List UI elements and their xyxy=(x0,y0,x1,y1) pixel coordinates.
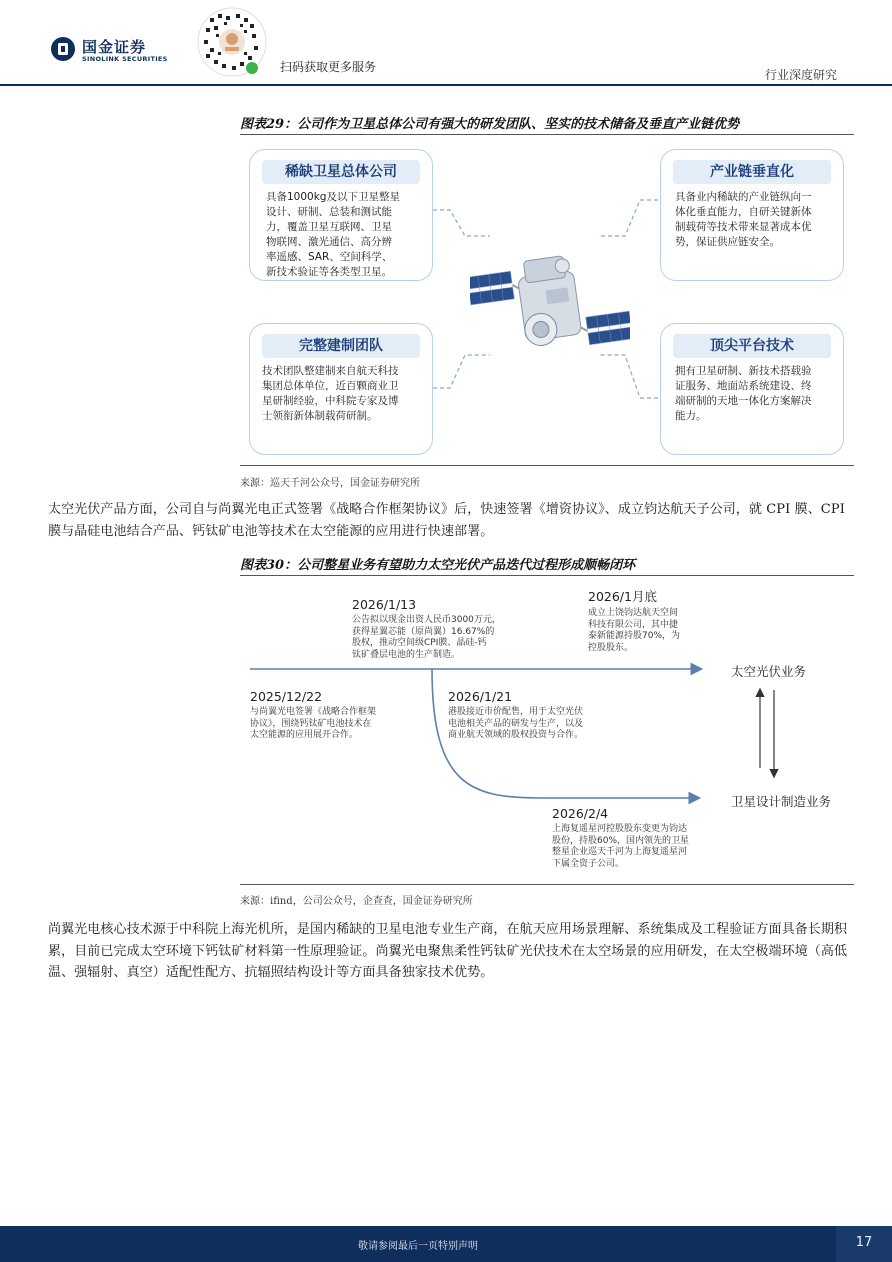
event-line: 与尚翼光电签署《战略合作框架 xyxy=(250,707,377,717)
figure-29-source: 来源：巡天千河公众号，国金证券研究所 xyxy=(240,478,420,489)
card-line: 物联网、激光通信、高分辨 xyxy=(266,236,392,248)
timeline-event xyxy=(448,689,638,742)
event-line: 泰新能源持股70%，为 xyxy=(588,631,681,641)
event-line: 整星企业巡天千河为上海复遥星河 xyxy=(552,847,688,857)
logo-text-en: SINOLINK SECURITIES xyxy=(82,55,168,63)
card-top-platform-tech xyxy=(660,323,844,455)
event-text xyxy=(552,824,722,870)
satellite-illustration xyxy=(470,238,630,378)
event-line: 获得星翼芯能（原尚翼）16.67%的 xyxy=(352,626,495,637)
event-line: 上海复遥星河控股股东变更为钧达 xyxy=(552,824,688,834)
figure-30-title: 图表30：公司整星业务有望助力太空光伏产品迭代过程形成顺畅闭环 xyxy=(240,558,636,573)
card-line: 能力。 xyxy=(675,410,707,422)
figure-29-top-rule xyxy=(240,134,854,135)
card-line: 设计、研制、总装和测试能 xyxy=(266,206,392,218)
report-type-label: 行业深度研究 xyxy=(765,68,838,82)
figure-30-bottom-rule xyxy=(240,884,854,885)
event-text xyxy=(352,615,542,661)
event-line: 商业航天领域的股权投资与合作。 xyxy=(448,730,584,740)
card-line: 力，覆盖卫星互联网、卫星 xyxy=(266,221,392,233)
event-date: 2026/1月底 xyxy=(588,589,657,604)
event-line: 股份，持股60%，国内领先的卫星 xyxy=(552,835,690,846)
event-date: 2025/12/22 xyxy=(250,689,323,704)
card-line: 技术团队整建制来自航天科技 xyxy=(262,365,399,377)
card-complete-team xyxy=(249,323,433,455)
card-line: 势，保证供应链安全。 xyxy=(675,236,780,248)
card-line: 体化垂直能力，自研关键新体 xyxy=(675,206,812,218)
event-line: 科技有限公司，其中捷 xyxy=(588,619,679,630)
card-line: 士领衔新体制载荷研制。 xyxy=(262,410,378,422)
event-line: 钛矿叠层电池的生产制造。 xyxy=(352,649,461,660)
event-line: 公告拟以现金出资人民币3000万元， xyxy=(352,615,501,625)
header-divider xyxy=(0,84,892,86)
figure-30-top-rule xyxy=(240,575,854,576)
figure-29-bottom-rule xyxy=(240,465,854,466)
card-body xyxy=(675,364,841,424)
timeline-event xyxy=(552,806,722,870)
card-line: 证服务、地面站系统建设、终 xyxy=(675,380,812,392)
event-line: 下属全资子公司。 xyxy=(552,858,625,869)
card-line: 具备1000kg及以下卫星整星 xyxy=(266,191,400,203)
card-line: 新技术验证等各类型卫星。 xyxy=(266,266,392,278)
qr-code-icon[interactable] xyxy=(196,6,268,78)
company-logo-icon xyxy=(50,36,76,62)
body-paragraph-2: 尚翼光电核心技术源于中科院上海光机所，是国内稀缺的卫星电池专业生产商，在航天应用场景理解、系统集成及工程验证方面具备长期积累，目前已完成太空环境下钙钛矿材料第一性原理验证。尚翼光电聚焦柔性钙钛矿光伏技术在太空场景的应用研发，在太空极端环境（高低温、强辐射、真空）适配性配方、抗辐照结构设计等方面具备独家技术优势。 xyxy=(48,922,848,980)
event-line: 太空能源的应用展开合作。 xyxy=(250,730,359,740)
event-date: 2026/2/4 xyxy=(552,806,609,821)
event-line: 控股股东。 xyxy=(588,642,634,653)
card-line: 星研制经验，中科院专家及博 xyxy=(262,395,399,407)
event-line: 成立上饶钧达航天空间 xyxy=(588,608,679,618)
event-text xyxy=(588,608,728,654)
event-line: 股权，推动空间级CPI膜、晶硅-钙 xyxy=(352,638,487,648)
figure-30-source: 来源：ifind，公司公众号，企查查，国金证券研究所 xyxy=(240,896,473,907)
card-body xyxy=(675,190,841,250)
event-text xyxy=(250,707,430,742)
card-title: 稀缺卫星总体公司 xyxy=(262,160,420,184)
event-line: 电池相关产品的研发与生产，以及 xyxy=(448,718,584,729)
event-date: 2026/1/13 xyxy=(352,597,417,612)
logo-text-cn: 国金证券 xyxy=(82,38,147,56)
page-number: 17 xyxy=(855,1235,873,1250)
space-pv-business-label: 太空光伏业务 xyxy=(731,664,807,679)
card-body xyxy=(262,364,428,424)
timeline-event xyxy=(588,587,728,654)
card-line: 率遥感、SAR、空间科学、 xyxy=(266,251,393,263)
qr-caption: 扫码获取更多服务 xyxy=(280,60,377,74)
figure-29-title: 图表29：公司作为卫星总体公司有强大的研发团队、坚实的技术储备及垂直产业链优势 xyxy=(240,117,740,132)
satellite-manufacturing-label: 卫星设计制造业务 xyxy=(731,794,832,809)
event-text xyxy=(448,707,638,742)
card-title: 产业链垂直化 xyxy=(673,160,831,184)
card-body xyxy=(266,190,428,280)
body-paragraph-1: 太空光伏产品方面，公司自与尚翼光电正式签署《战略合作框架协议》后，快速签署《增资协议》、成立钧达航天子公司，就 CPI 膜、CPI 膜与晶硅电池结合产品、钙钛矿电池等技术在太空能源的应用进行快速部署。 xyxy=(48,502,845,539)
timeline-event xyxy=(250,689,430,742)
card-vertical-integration xyxy=(660,149,844,281)
card-line: 集团总体单位，近百颗商业卫 xyxy=(262,380,399,392)
event-line: 协议》，围绕钙钛矿电池技术在 xyxy=(250,718,372,729)
timeline-event xyxy=(352,597,542,661)
card-title: 完整建制团队 xyxy=(262,334,420,358)
footer-notice: 敬请参阅最后一页特别声明 xyxy=(358,1241,478,1252)
card-line: 制载荷等技术带来显著成本优 xyxy=(675,221,812,233)
card-scarce-satellite-company xyxy=(249,149,433,281)
event-date: 2026/1/21 xyxy=(448,689,513,704)
event-line: 港股接近市价配售，用于太空光伏 xyxy=(448,707,584,717)
card-line: 拥有卫星研制、新技术搭载验 xyxy=(675,365,812,377)
card-line: 端研制的天地一体化方案解决 xyxy=(675,395,812,407)
card-line: 具备业内稀缺的产业链纵向一 xyxy=(675,191,812,203)
card-title: 顶尖平台技术 xyxy=(673,334,831,358)
